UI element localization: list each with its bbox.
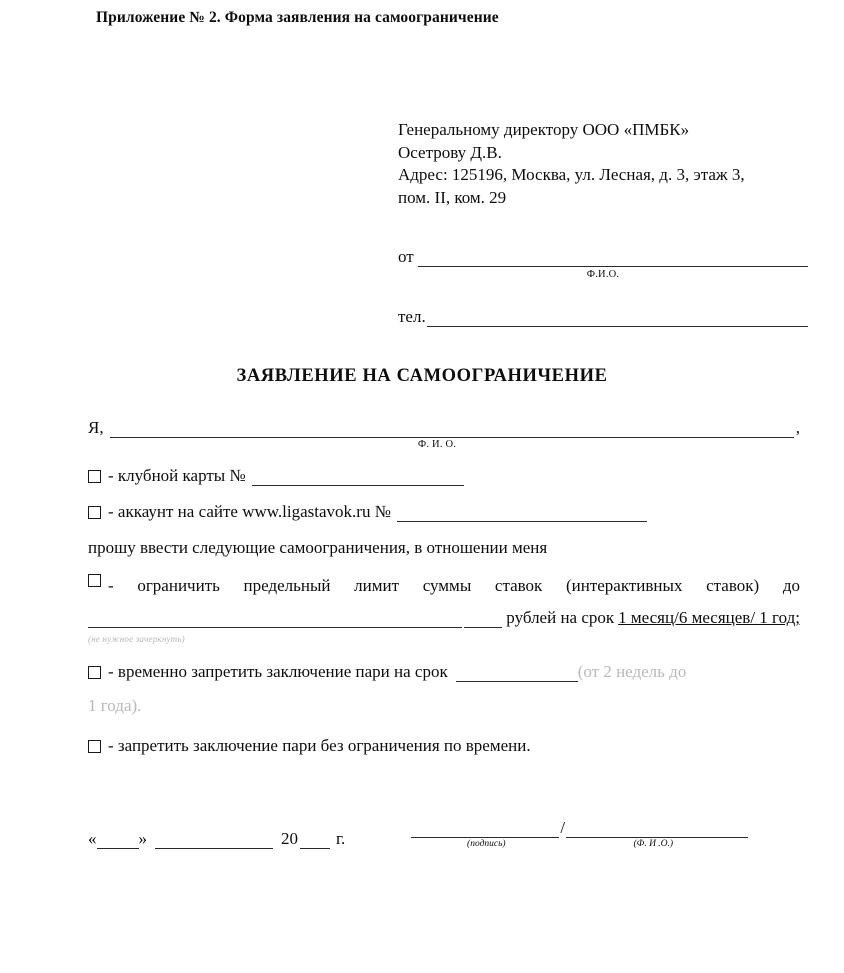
document-header-title: Приложение № 2. Форма заявления на самоограничение: [96, 9, 499, 26]
request-intro-text: прошу ввести следующие самоограничения, в отношении меня: [88, 538, 548, 557]
statement-body: [88, 418, 800, 756]
applicant-name-field[interactable]: [110, 423, 794, 438]
from-block: [398, 247, 808, 327]
from-name-field[interactable]: [418, 251, 808, 267]
addressee-line-1: Генеральному директору ООО «ПМБК»: [398, 120, 690, 139]
signature-field[interactable]: [411, 824, 559, 838]
statement-title: ЗАЯВЛЕНИЕ НА САМООГРАНИЧЕНИЕ: [236, 366, 608, 386]
limit-option-label: - ограничить предельный лимит суммы ставок (интерактивных ставок) до: [108, 576, 800, 595]
account-option[interactable]: [88, 502, 800, 522]
from-row: [398, 247, 808, 267]
club-card-option[interactable]: [88, 466, 800, 486]
date-year-prefix: 20: [281, 829, 298, 848]
applicant-name-row: [88, 418, 800, 438]
date-year-field[interactable]: [300, 835, 330, 849]
temporary-ban-first-line[interactable]: [88, 662, 800, 682]
date-month-field[interactable]: [155, 835, 273, 849]
checkbox-icon[interactable]: [88, 666, 101, 679]
account-label: - аккаунт на сайте www.ligastavok.ru №: [108, 502, 391, 521]
club-card-number-field[interactable]: [252, 471, 464, 486]
signature-fio-field[interactable]: [566, 824, 748, 838]
addressee-line-3: Адрес: 125196, Москва, ул. Лесная, д. 3, этаж 3,: [398, 165, 745, 184]
limit-currency-label: рублей на срок: [506, 608, 615, 627]
checkbox-icon[interactable]: [88, 740, 101, 753]
applicant-name-caption: Ф. И. О.: [417, 439, 457, 450]
addressee-block: [398, 119, 808, 209]
limit-amount-extra-field[interactable]: [464, 617, 502, 628]
signature-row: [88, 818, 800, 849]
phone-field[interactable]: [427, 311, 808, 327]
date-day-field[interactable]: [97, 835, 139, 849]
checkbox-icon[interactable]: [88, 574, 101, 587]
date-quote-close: »: [138, 829, 147, 848]
account-number-field[interactable]: [397, 507, 647, 522]
phone-row: [398, 307, 808, 327]
addressee-line-2: Осетрову Д.В.: [398, 142, 502, 162]
limit-option-first-line[interactable]: [88, 574, 800, 598]
club-card-label: - клубной карты №: [108, 466, 246, 485]
limit-option-block: [88, 574, 800, 644]
from-label: от: [398, 247, 414, 266]
signature-caption: (подпись): [467, 839, 506, 849]
signature-fio-caption: (Ф. И .О.): [633, 839, 674, 849]
temporary-ban-label: - временно запретить заключение пари на срок: [108, 662, 448, 681]
temporary-ban-hint-part2: 1 года).: [88, 696, 142, 715]
temporary-ban-block: [88, 662, 800, 718]
from-name-caption: Ф.И.О.: [586, 269, 620, 280]
phone-label: тел.: [398, 307, 426, 326]
addressee-line-4: пом. II, ком. 29: [398, 187, 507, 207]
checkbox-icon[interactable]: [88, 470, 101, 483]
applicant-label: Я,: [88, 418, 104, 437]
date-year-suffix: г.: [336, 829, 346, 848]
limit-amount-field[interactable]: [88, 613, 462, 628]
date-quote-open: «: [88, 829, 97, 848]
limit-strikeout-note: (не нужное зачеркнуть): [88, 634, 185, 644]
limit-amount-row: [88, 608, 800, 628]
limit-terms-options[interactable]: 1 месяц/6 месяцев/ 1 год;: [618, 608, 800, 627]
signature-slash: /: [560, 818, 566, 837]
temporary-ban-term-field[interactable]: [456, 667, 578, 682]
permanent-ban-label: - запретить заключение пари без ограничения по времени.: [108, 736, 531, 755]
applicant-comma: ,: [795, 418, 800, 437]
temporary-ban-hint-part1: (от 2 недель до: [577, 662, 687, 681]
checkbox-icon[interactable]: [88, 506, 101, 519]
permanent-ban-option[interactable]: [88, 736, 800, 756]
signature-fields: [411, 818, 748, 849]
